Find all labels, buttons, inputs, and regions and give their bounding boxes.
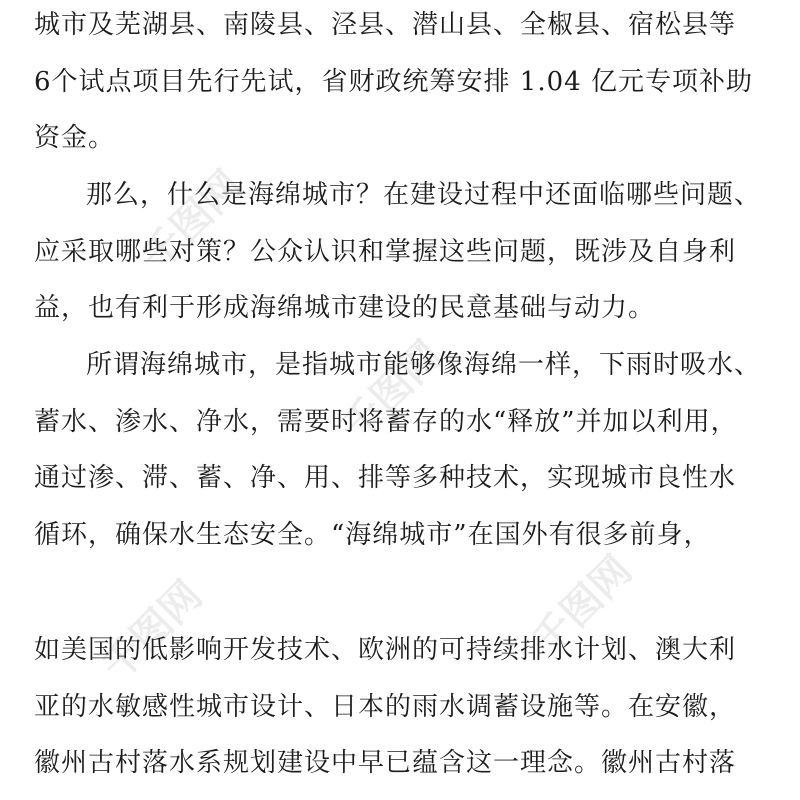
paragraph-start-line: 那么，什么是海绵城市？在建设过程中还面临哪些问题、 <box>86 180 762 210</box>
text-line: 应采取哪些对策？公众认识和掌握这些问题，既涉及自身利 <box>34 237 737 267</box>
text-line: 6个试点项目先行先试，省财政统筹安排 1.04 亿元专项补助 <box>34 67 753 97</box>
watermark: 千图网 <box>333 332 452 450</box>
text-line: 益，也有利于形成海绵城市建设的民意基础与动力。 <box>34 293 656 323</box>
watermark: 千图网 <box>93 572 212 690</box>
text-line: 资金。 <box>34 123 116 153</box>
text-line: 如美国的低影响开发技术、欧洲的可持续排水计划、澳大利 <box>34 635 737 665</box>
text-line: 城市及芜湖县、南陵县、泾县、潜山县、全椒县、宿松县等 <box>34 10 737 40</box>
text-line: 循环，确保水生态安全。“海绵城市”在国外有很多前身， <box>34 520 711 550</box>
watermark: 千图网 <box>523 547 642 665</box>
watermark: 千图网 <box>133 162 252 280</box>
text-line: 通过渗、滞、蓄、净、用、排等多种技术，实现城市良性水 <box>34 463 737 493</box>
text-line: 蓄水、渗水、净水，需要时将蓄存的水“释放”并加以利用， <box>34 407 738 437</box>
paragraph-start-line: 所谓海绵城市，是指城市能够像海绵一样，下雨时吸水、 <box>86 350 762 380</box>
text-line: 亚的水敏感性城市设计、日本的雨水调蓄设施等。在安徽， <box>34 692 737 722</box>
text-line: 徽州古村落水系规划建设中早已蕴含这一理念。徽州古村落 <box>34 748 737 778</box>
